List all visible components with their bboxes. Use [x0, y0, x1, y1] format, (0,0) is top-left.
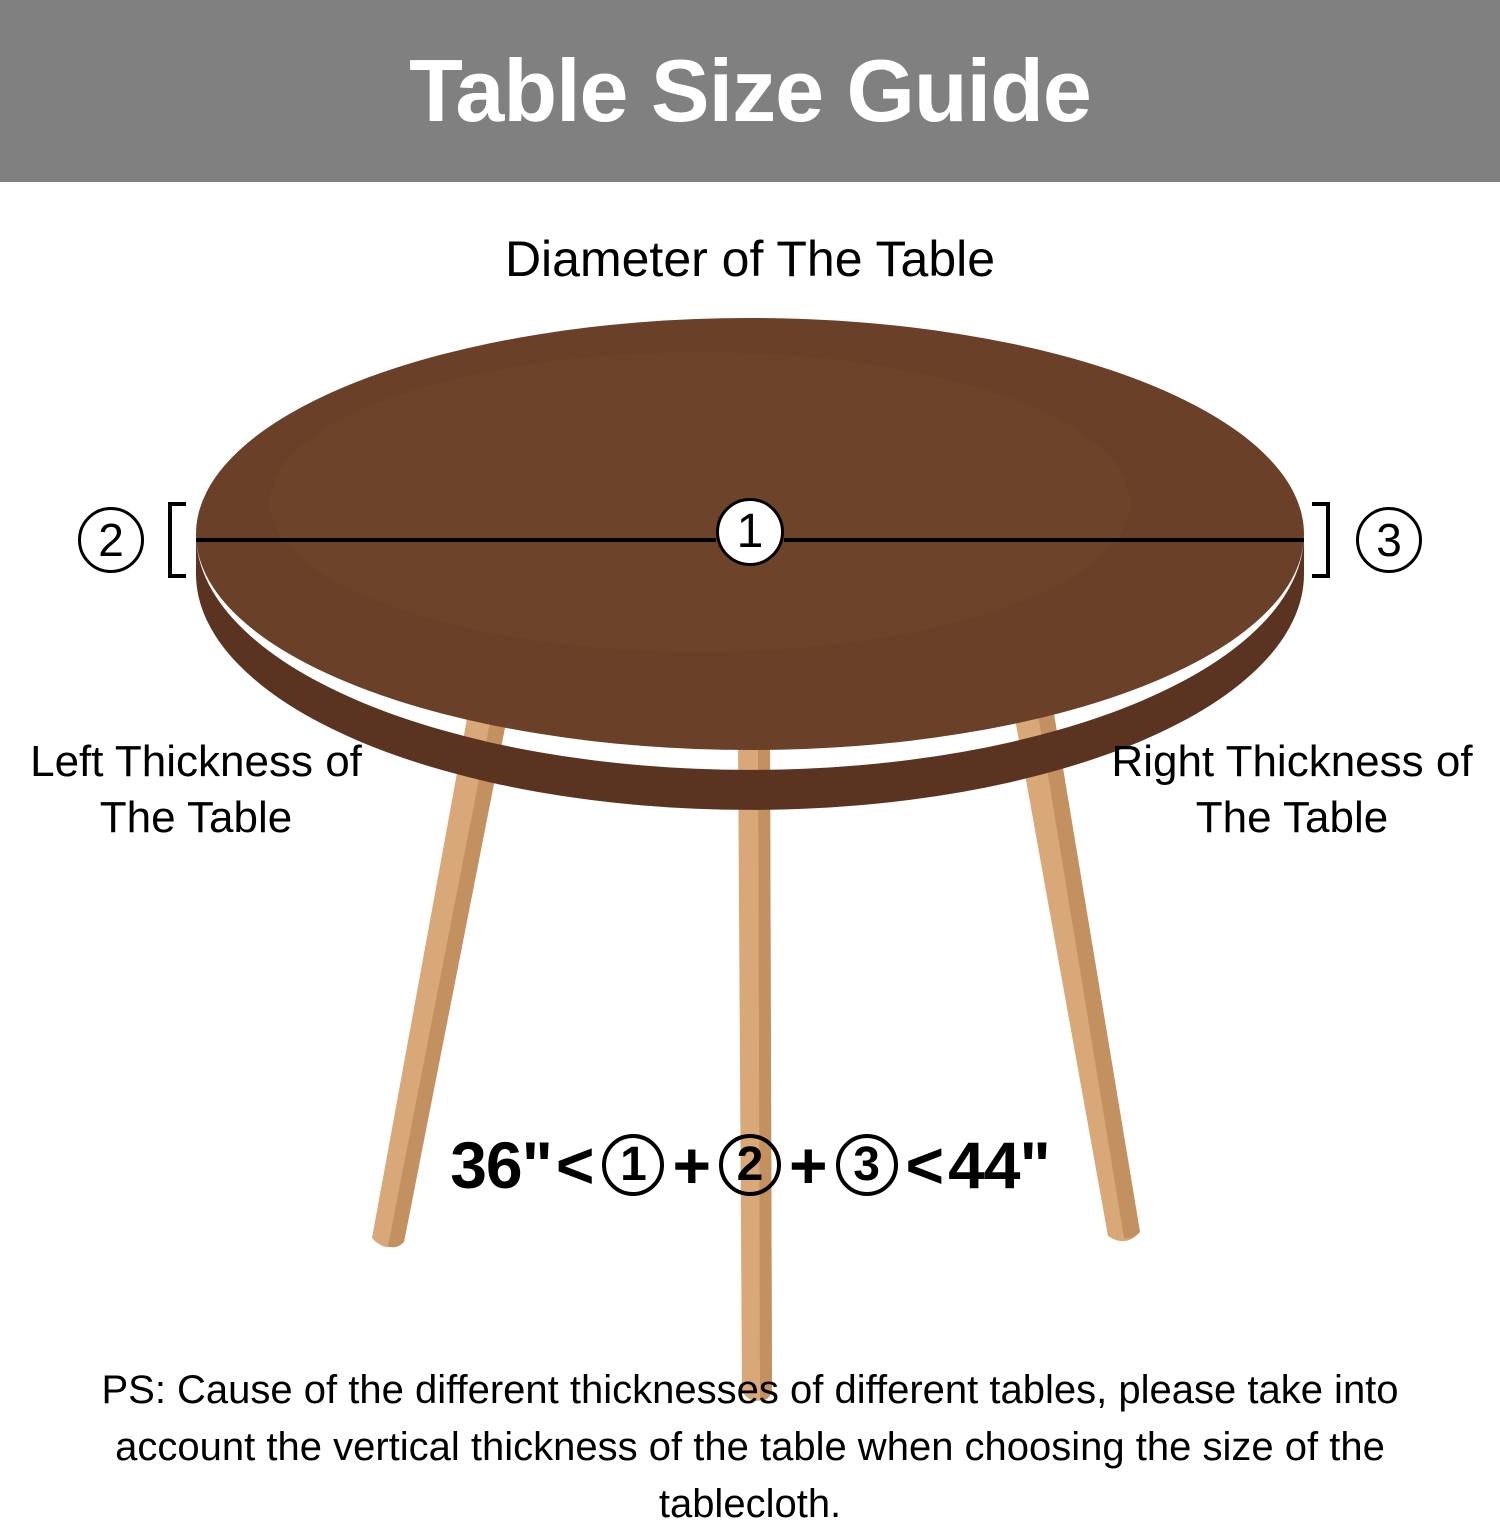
formula-less-than-1: < — [555, 1128, 595, 1202]
diameter-label: Diameter of The Table — [504, 231, 996, 287]
formula-plus-2: + — [789, 1128, 828, 1202]
formula-term-1: 1 — [602, 1134, 664, 1196]
header-banner — [0, 0, 1500, 182]
formula-less-than-2: < — [905, 1128, 945, 1202]
right-thickness-bracket-icon — [1312, 502, 1330, 578]
ps-note: PS: Cause of the different thicknesses of different tables, please take into account the vertical thickness of the table when choosing the size of the tablecloth. — [101, 1368, 1399, 1526]
marker-left-thickness: 2 — [78, 507, 144, 573]
table-size-diagram — [0, 182, 1500, 1526]
formula-plus-1: + — [672, 1128, 711, 1202]
left-thickness-caption: Left Thickness of The Table — [30, 737, 362, 843]
formula-min: 36" — [450, 1128, 552, 1202]
page-title: Table Size Guide — [409, 41, 1091, 140]
marker-diameter: 1 — [716, 498, 784, 566]
formula-max: 44" — [948, 1128, 1050, 1202]
formula-term-2: 2 — [719, 1134, 781, 1196]
marker-right-thickness: 3 — [1356, 507, 1422, 573]
formula-term-3: 3 — [836, 1134, 898, 1196]
right-thickness-caption: Right Thickness of The Table — [1111, 737, 1473, 843]
size-formula — [0, 1128, 1500, 1202]
left-thickness-bracket-icon — [168, 502, 186, 578]
